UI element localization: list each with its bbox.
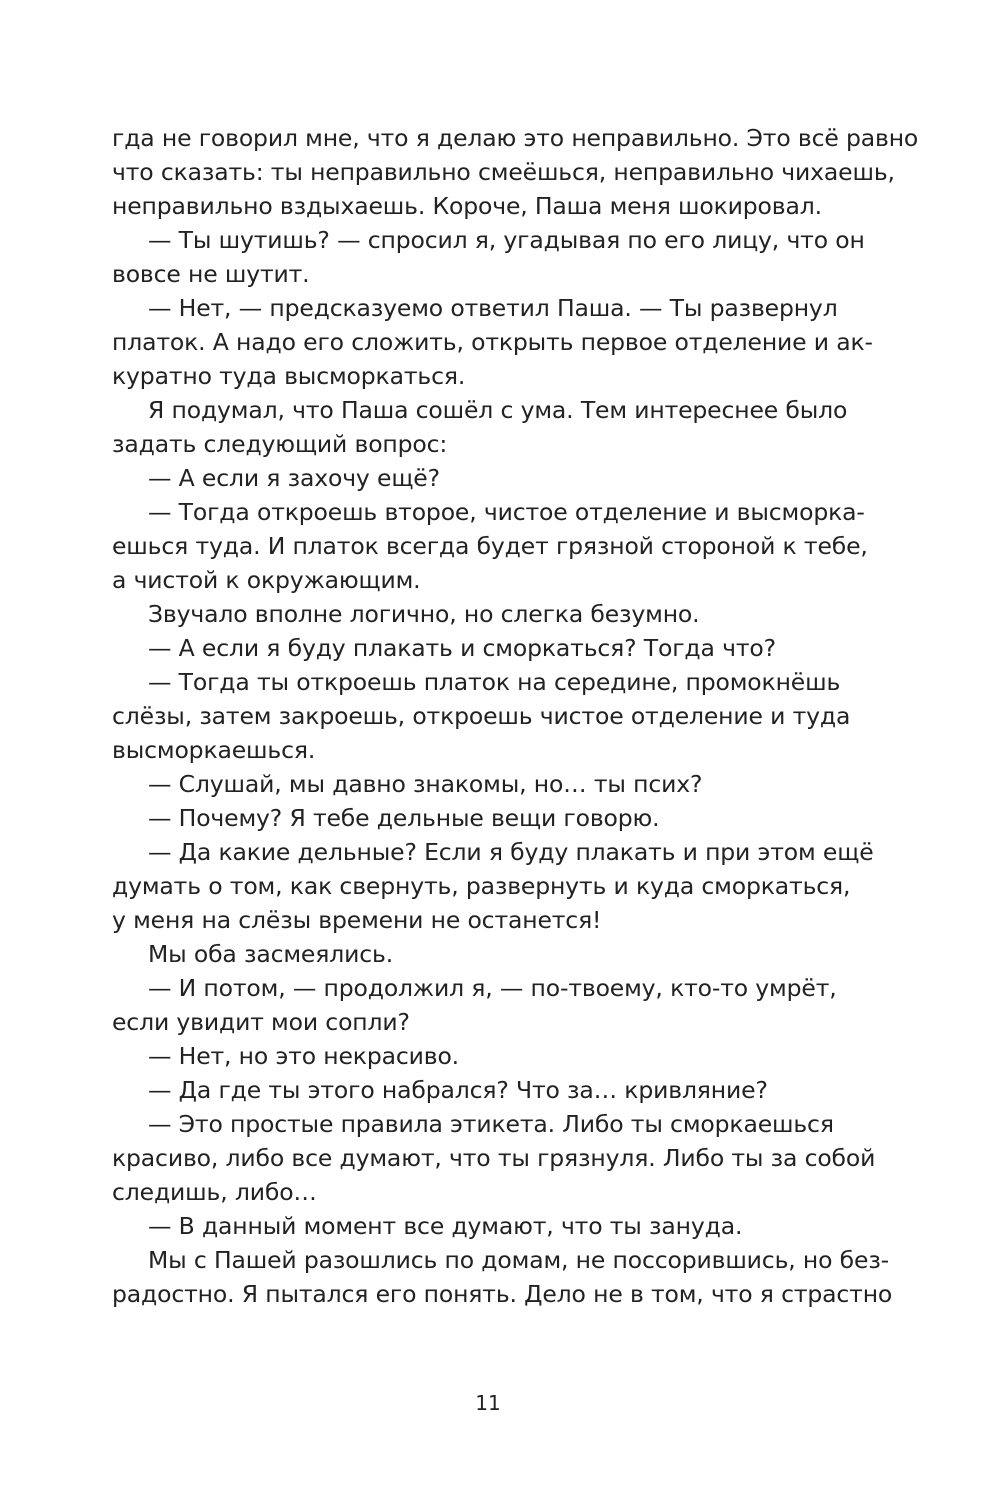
text-line: высморкаешься. [112, 736, 316, 764]
text-line: вовсе не шутит. [112, 260, 310, 288]
page-number: 11 [475, 1391, 501, 1415]
text-line: что сказать: ты неправильно смеёшься, неправильно чихаешь, [112, 158, 895, 186]
text-line: — Это простые правила этикета. Либо ты сморкаешься [148, 1110, 834, 1138]
text-line: — Да какие дельные? Если я буду плакать и при этом ещё [148, 838, 874, 866]
text-line: — Нет, но это некрасиво. [148, 1042, 459, 1070]
text-line: следишь, либо… [112, 1178, 317, 1206]
text-line: — И потом, — продолжил я, — по-твоему, кто-то умрёт, [148, 974, 837, 1002]
text-line: у меня на слёзы времени не останется! [112, 906, 602, 934]
text-line: — Ты шутишь? — спросил я, угадывая по его лицу, что он [148, 226, 865, 254]
text-line: слёзы, затем закроешь, откроешь чистое отделение и туда [112, 702, 851, 730]
text-line: — Тогда откроешь второе, чистое отделение и высморка- [148, 498, 865, 526]
text-line: красиво, либо все думают, что ты грязнуля. Либо ты за собой [112, 1144, 876, 1172]
text-line: Мы оба засмеялись. [148, 940, 394, 968]
text-line: — Почему? Я тебе дельные вещи говорю. [148, 804, 660, 832]
text-line: — А если я захочу ещё? [148, 464, 440, 492]
text-line: думать о том, как свернуть, развернуть и куда сморкаться, [112, 872, 851, 900]
text-line: — Тогда ты откроешь платок на середине, промокнёшь [148, 668, 841, 696]
text-line: Я подумал, что Паша сошёл с ума. Тем интереснее было [148, 396, 848, 424]
text-line: если увидит мои сопли? [112, 1008, 410, 1036]
text-line: — Да где ты этого набрался? Что за… кривляние? [148, 1076, 768, 1104]
text-line: куратно туда высморкаться. [112, 362, 466, 390]
text-line: — В данный момент все думают, что ты зануда. [148, 1212, 743, 1240]
text-line: ешься туда. И платок всегда будет грязной стороной к тебе, [112, 532, 868, 560]
text-line: задать следующий вопрос: [112, 430, 448, 458]
text-line: Мы с Пашей разошлись по домам, не поссорившись, но без- [148, 1246, 889, 1274]
text-line: платок. А надо его сложить, открыть первое отделение и ак- [112, 328, 873, 356]
text-line: гда не говорил мне, что я делаю это неправильно. Это всё равно [112, 124, 919, 152]
text-line: а чистой к окружающим. [112, 566, 421, 594]
text-line: — Слушай, мы давно знакомы, но… ты псих? [148, 770, 703, 798]
text-line: неправильно вздыхаешь. Короче, Паша меня шокировал. [112, 192, 822, 220]
text-line: — Нет, — предсказуемо ответил Паша. — Ты развернул [148, 294, 838, 322]
text-line: — А если я буду плакать и сморкаться? Тогда что? [148, 634, 776, 662]
text-line: Звучало вполне логично, но слегка безумно. [148, 600, 700, 628]
text-line: радостно. Я пытался его понять. Дело не в том, что я страстно [112, 1280, 893, 1308]
